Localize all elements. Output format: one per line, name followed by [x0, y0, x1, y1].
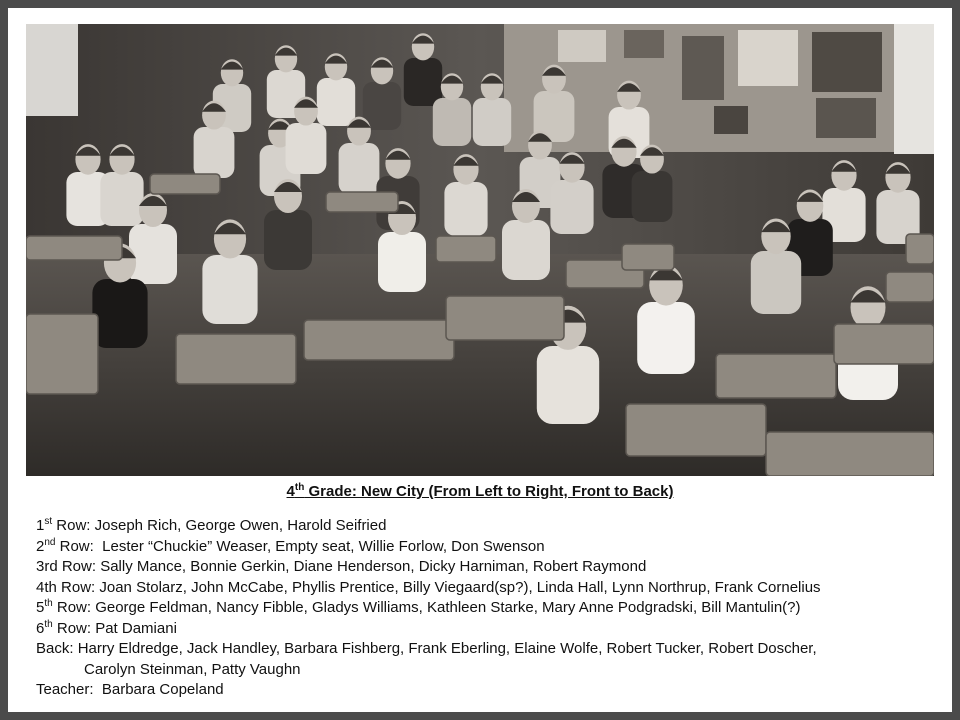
back-row-line — [36, 639, 936, 680]
title-grade-suffix: th — [294, 482, 305, 493]
row-label: 4th Row: — [36, 578, 100, 596]
row-1-line — [36, 516, 936, 537]
row-label: Row: — [52, 517, 95, 534]
row-num-suffix: st — [44, 516, 53, 527]
row-5-line — [36, 598, 936, 619]
row-num-suffix: nd — [44, 536, 56, 548]
title-grade-number: 4 — [286, 483, 295, 500]
teacher-line — [36, 680, 936, 701]
back-label: Back: — [36, 640, 78, 657]
row-2-line — [36, 537, 936, 558]
back-names-line2: Carolyn Steinman, Patty Vaughn — [84, 660, 301, 678]
row-3-line — [36, 557, 936, 578]
school-desk — [150, 174, 220, 194]
caption-title — [8, 482, 952, 500]
back-names-line1: Harry Eldredge, Jack Handley, Barbara Fishberg, Frank Eberling, Elaine Wolfe, Robert Tucker, Robert Doscher, — [77, 640, 817, 657]
teacher-name: Barbara Copeland — [101, 681, 224, 698]
title-text: Grade: New City (From Left to Right, Front to Back) — [304, 483, 674, 500]
school-desk — [436, 236, 496, 262]
row-label: Row: — [52, 599, 96, 616]
teacher-label: Teacher: — [36, 681, 102, 698]
row-label: 3rd Row: — [36, 558, 101, 575]
school-desk — [906, 234, 934, 264]
school-desk — [834, 324, 934, 364]
row-label: Row: — [55, 537, 103, 555]
school-desk — [886, 272, 934, 302]
caption-list — [36, 516, 936, 701]
school-desk — [176, 334, 296, 384]
row-num: 1 — [36, 517, 45, 534]
row-6-line — [36, 619, 936, 640]
school-desk — [304, 320, 454, 360]
row-names: Pat Damiani — [95, 619, 177, 637]
row-names: Sally Mance, Bonnie Gerkin, Diane Henderson, Dicky Harniman, Robert Raymond — [100, 558, 647, 575]
slide — [8, 8, 952, 712]
row-num-suffix: th — [44, 598, 53, 609]
row-4-line — [36, 578, 936, 599]
school-desk — [446, 296, 564, 340]
row-num-suffix: th — [44, 618, 53, 630]
window-right — [894, 24, 934, 154]
school-desk — [26, 236, 122, 260]
school-desk — [766, 432, 934, 476]
window-left — [26, 24, 78, 116]
row-label: Row: — [52, 619, 96, 637]
row-names: Joseph Rich, George Owen, Harold Seifried — [94, 517, 387, 534]
school-desk — [626, 404, 766, 456]
row-names: George Feldman, Nancy Fibble, Gladys Williams, Kathleen Starke, Mary Anne Podgradski, Bill Mantulin(?) — [95, 599, 801, 616]
row-names: Lester “Chuckie” Weaser, Empty seat, Willie Forlow, Don Swenson — [102, 537, 545, 555]
row-num: 5 — [36, 599, 45, 616]
row-num: 2 — [36, 537, 45, 555]
school-desk — [26, 314, 98, 394]
school-desk — [326, 192, 398, 212]
class-photo — [26, 24, 934, 476]
school-desk — [622, 244, 674, 270]
school-desk — [716, 354, 836, 398]
row-num: 6 — [36, 619, 45, 637]
row-names: Joan Stolarz, John McCabe, Phyllis Prentice, Billy Viegaard(sp?), Linda Hall, Lynn Northrup, Frank Cornelius — [99, 578, 821, 596]
